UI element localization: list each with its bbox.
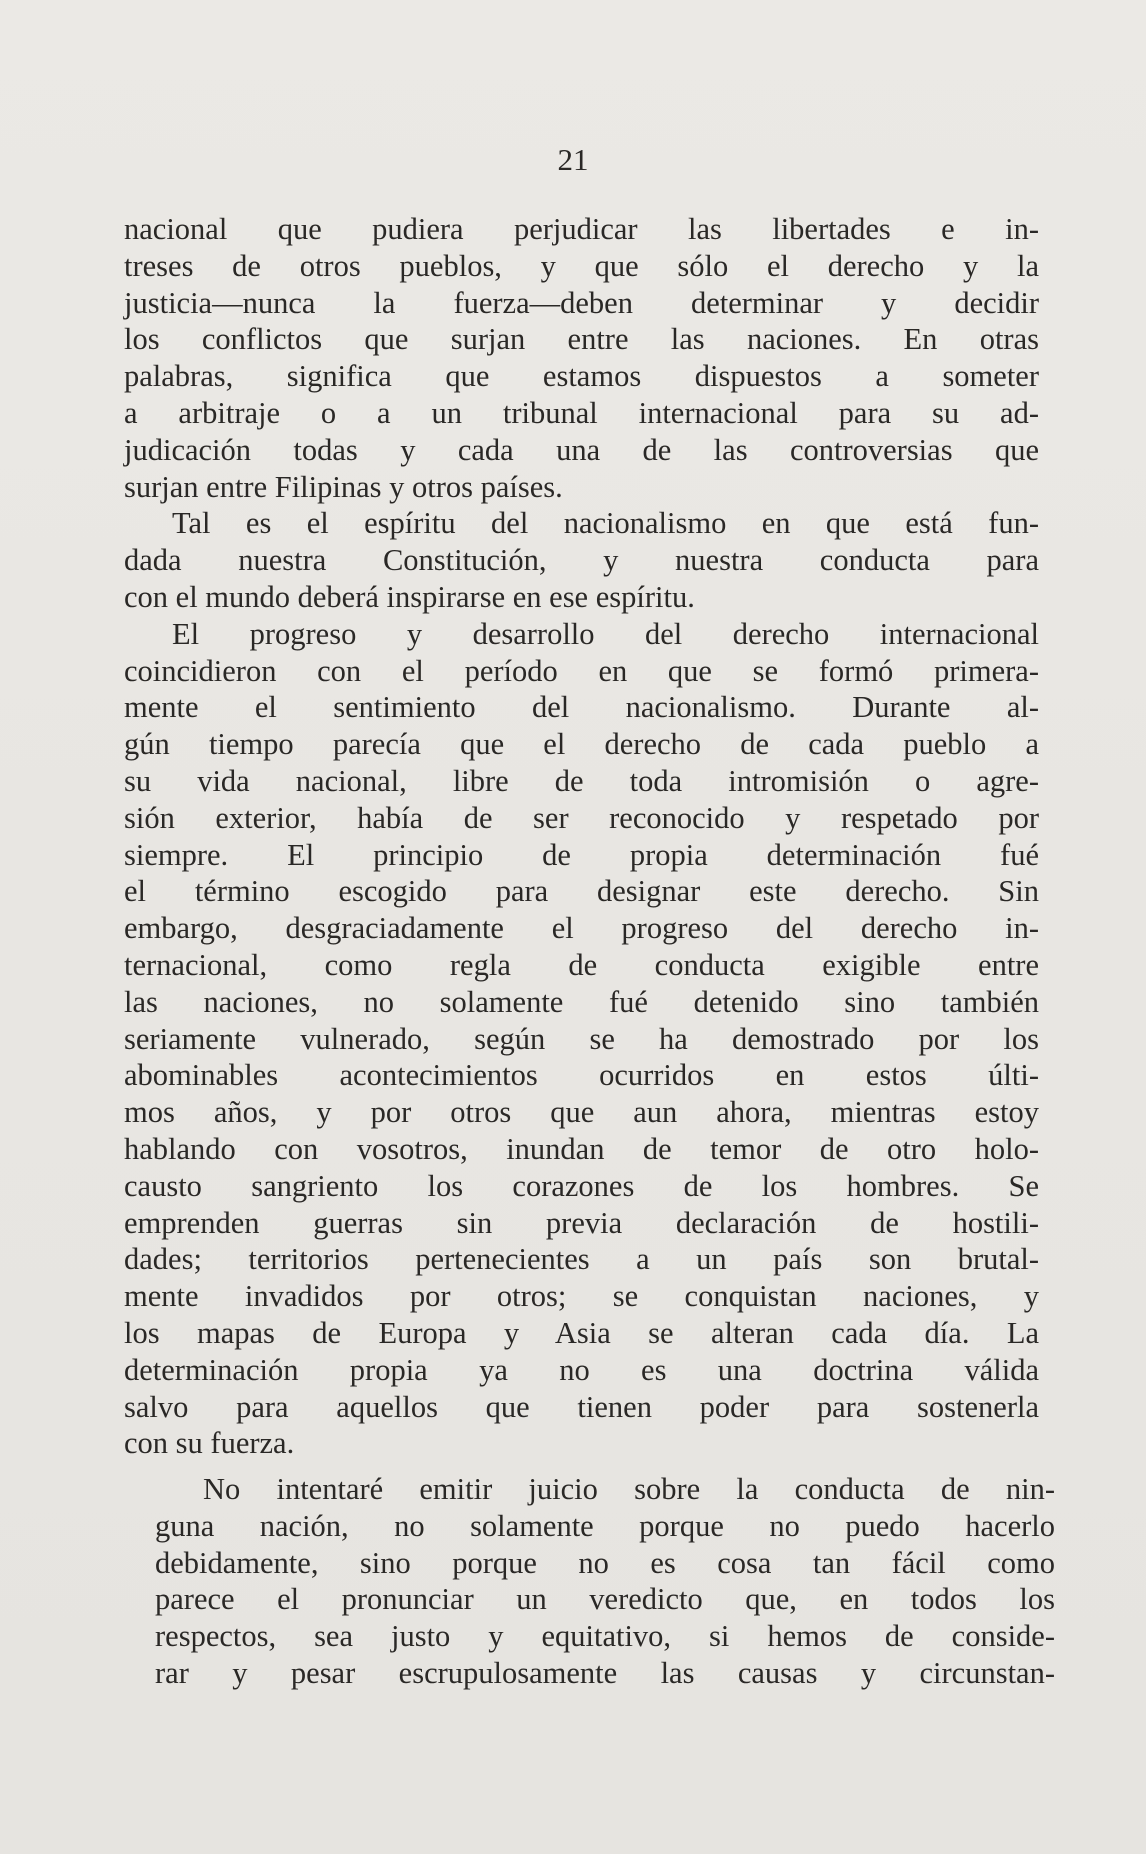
- text-line: surjan entre Filipinas y otros países.: [124, 469, 563, 504]
- text-line: judicación todas y cada una de las controversias que: [124, 432, 1039, 467]
- text-line: mos años, y por otros que aun ahora, mientras estoy: [124, 1095, 1039, 1130]
- text-line: emprenden guerras sin previa declaración de hostili-: [124, 1205, 1039, 1240]
- text-line: Tal es el espíritu del nacionalismo en que está fun-: [172, 506, 1039, 541]
- text-line: hablando con vosotros, inundan de temor de otro holo-: [124, 1131, 1039, 1166]
- text-line: debidamente, sino porque no es cosa tan fácil como: [155, 1545, 1055, 1580]
- text-line: treses de otros pueblos, y que sólo el derecho y la: [124, 248, 1039, 283]
- text-line: los mapas de Europa y Asia se alteran cada día. La: [124, 1315, 1039, 1350]
- text-line: parece el pronunciar un veredicto que, en todos los: [155, 1582, 1055, 1617]
- text-line: salvo para aquellos que tienen poder para sostenerla: [124, 1389, 1039, 1424]
- text-line: dades; territorios pertenecientes a un país son brutal-: [124, 1242, 1039, 1277]
- text-line: con su fuerza.: [124, 1426, 295, 1461]
- text-line: sión exterior, había de ser reconocido y respetado por: [124, 800, 1039, 835]
- text-line: rar y pesar escrupulosamente las causas y circunstan-: [155, 1655, 1055, 1690]
- paragraph-2: [124, 505, 1039, 615]
- text-line: palabras, significa que estamos dispuestos a someter: [124, 359, 1039, 394]
- text-line: a arbitraje o a un tribunal internacional para su ad-: [124, 395, 1039, 430]
- text-line: causto sangriento los corazones de los hombres. Se: [124, 1168, 1039, 1203]
- text-line: mente el sentimiento del nacionalismo. Durante al-: [124, 690, 1039, 725]
- text-line: gún tiempo parecía que el derecho de cada pueblo a: [124, 727, 1039, 762]
- text-line: guna nación, no solamente porque no puedo hacerlo: [155, 1508, 1055, 1543]
- text-line: determinación propia ya no es una doctrina válida: [124, 1352, 1039, 1387]
- text-line: coincidieron con el período en que se formó primera-: [124, 653, 1039, 688]
- paragraph-3: [124, 616, 1039, 1462]
- text-line: su vida nacional, libre de toda intromisión o agre-: [124, 763, 1039, 798]
- text-line: respectos, sea justo y equitativo, si hemos de conside-: [155, 1619, 1055, 1654]
- text-line: siempre. El principio de propia determinación fué: [124, 837, 1039, 872]
- text-line: dada nuestra Constitución, y nuestra conducta para: [124, 543, 1039, 578]
- paragraph-1: [124, 211, 1039, 505]
- text-line: los conflictos que surjan entre las naciones. En otras: [124, 322, 1039, 357]
- text-block-upper: [124, 211, 1039, 1462]
- paragraph-4: [155, 1471, 1055, 1692]
- text-line: las naciones, no solamente fué detenido sino también: [124, 984, 1039, 1019]
- text-line: ternacional, como regla de conducta exigible entre: [124, 947, 1039, 982]
- text-line: embargo, desgraciadamente el progreso del derecho in-: [124, 911, 1039, 946]
- text-line: nacional que pudiera perjudicar las libertades e in-: [124, 212, 1039, 246]
- text-block-lower: [155, 1471, 1055, 1692]
- text-line: seriamente vulnerado, según se ha demostrado por los: [124, 1021, 1039, 1056]
- text-line: El progreso y desarrollo del derecho internacional: [172, 616, 1039, 651]
- text-line: el término escogido para designar este derecho. Sin: [124, 874, 1039, 909]
- text-line: con el mundo deberá inspirarse en ese espíritu.: [124, 579, 695, 614]
- page-number: 21: [557, 142, 589, 177]
- text-line: justicia—nunca la fuerza—deben determinar y decidir: [124, 285, 1039, 320]
- text-line: No intentaré emitir juicio sobre la conducta de nin-: [203, 1472, 1055, 1506]
- text-line: abominables acontecimientos ocurridos en estos últi-: [124, 1058, 1039, 1093]
- text-line: mente invadidos por otros; se conquistan naciones, y: [124, 1279, 1039, 1314]
